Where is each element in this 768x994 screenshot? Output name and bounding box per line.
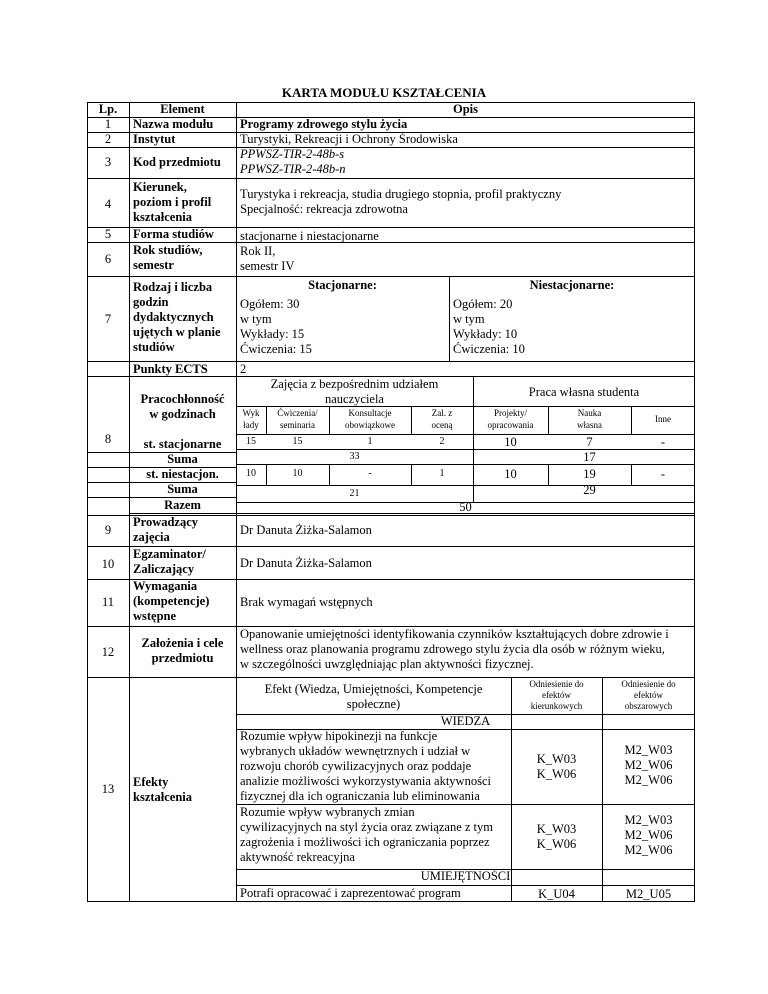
course-code-part-time: PPWSZ-TIR-2-48b-n	[240, 162, 346, 176]
full-time-total: Ogółem: 30	[240, 297, 300, 311]
col-header: Zal. z	[431, 408, 453, 418]
row-number: 10	[101, 557, 115, 571]
row-label: Rodzaj i liczba	[133, 280, 213, 294]
row-number: 7	[104, 312, 112, 326]
col-header: oceną	[431, 420, 453, 430]
effect-line: aktywność rekreacyjna	[240, 850, 355, 864]
row-number: 1	[104, 117, 112, 131]
row-label: Suma	[167, 482, 198, 496]
direction-ref-header: efektów	[542, 690, 571, 700]
grid-line	[87, 178, 695, 179]
row-label: Suma	[167, 452, 198, 466]
row-number: 3	[104, 155, 112, 169]
grid-line	[87, 276, 695, 277]
col-header: łady	[243, 420, 259, 430]
row-number: 9	[104, 523, 112, 537]
area-ref: M2_W03	[624, 743, 673, 757]
module-card-table	[87, 102, 695, 902]
part-time-total: Ogółem: 20	[453, 297, 513, 311]
row-number: 5	[104, 227, 112, 241]
row-label: Zaliczający	[133, 562, 195, 576]
direction-ref: K_U04	[538, 887, 575, 901]
row-number: 8	[104, 432, 112, 446]
row-label: poziom i profil	[133, 195, 212, 209]
col-header: opracowania	[487, 420, 534, 430]
effect-line: wybranych układów wewnętrznych i udział w	[240, 744, 471, 758]
row-label: Prowadzący	[133, 515, 199, 529]
area-ref: M2_W06	[624, 843, 673, 857]
module-name: Programy zdrowego stylu życia	[240, 117, 408, 131]
row-label: Nazwa modułu	[133, 117, 214, 131]
row-label: kształcenia	[133, 210, 193, 224]
row-label: zajęcia	[133, 530, 170, 544]
part-time-hours: 1	[439, 468, 445, 479]
full-time-hours: -	[660, 435, 666, 449]
row-label: ujętych w planie	[133, 325, 221, 339]
full-time-hours: 7	[586, 435, 593, 449]
col-header: Inne	[655, 414, 671, 424]
full-time-heading: Stacjonarne:	[308, 278, 377, 292]
part-time-direct-sum: 21	[349, 488, 360, 499]
row-number: 6	[104, 252, 112, 266]
year-value: Rok II,	[240, 244, 276, 258]
ects-value: 2	[240, 362, 247, 376]
field-of-study: Turystyka i rekreacja, studia drugiego stopnia, profil praktyczny	[240, 187, 562, 201]
part-time-lectures: Wykłady: 10	[453, 327, 518, 341]
row-label: Egzaminator/	[133, 547, 206, 561]
row-label: Punkty ECTS	[133, 362, 208, 376]
row-label: Razem	[164, 498, 201, 512]
row-label: Forma studiów	[133, 227, 214, 241]
row-label: studiów	[133, 340, 175, 354]
part-time-hours: 10	[292, 468, 303, 479]
header-element: Element	[160, 102, 205, 116]
effect-column-header: społeczne)	[346, 697, 401, 711]
skills-section-heading: UMIEJĘTNOŚCI	[420, 869, 511, 883]
full-time-hours: 1	[367, 436, 373, 447]
row-label: przedmiotu	[151, 651, 214, 665]
row-label: godzin	[133, 295, 169, 309]
objectives-line: wellness oraz planowania programu zdrowego stylu życia dla osób w różnym wieku,	[240, 642, 665, 656]
prerequisites-value: Brak wymagań wstępnych	[240, 595, 373, 609]
row-label: semestr	[133, 258, 174, 272]
part-time-exercises: Ćwiczenia: 10	[453, 342, 525, 356]
header-opis: Opis	[452, 102, 478, 116]
full-time-exercises: Ćwiczenia: 15	[240, 342, 312, 356]
row-label: Instytut	[133, 132, 176, 146]
area-ref: M2_W03	[624, 813, 673, 827]
col-header: seminaria	[280, 420, 315, 430]
part-time-hours: 19	[583, 467, 596, 481]
grid-line	[87, 147, 695, 148]
row-number: 13	[101, 782, 115, 796]
col-header: obowiązkowe	[345, 420, 395, 430]
col-header: Nauka	[577, 408, 602, 418]
specialty: Specjalność: rekreacja zdrowotna	[240, 202, 408, 216]
row-label: st. stacjonarne	[143, 437, 222, 451]
direction-ref: K_W03	[536, 822, 577, 836]
semester-value: semestr IV	[240, 259, 295, 273]
row-label: Kod przedmiotu	[133, 155, 221, 169]
row-label: Założenia i cele	[141, 636, 224, 650]
knowledge-section-heading: WIEDZA	[440, 714, 491, 728]
full-time-lectures: Wykłady: 15	[240, 327, 305, 341]
direction-ref: K_W06	[536, 837, 577, 851]
col-header: Ćwiczenia/	[277, 408, 318, 418]
header-lp: Lp.	[98, 102, 118, 116]
area-ref: M2_W06	[624, 758, 673, 772]
row-label: wstępne	[133, 609, 177, 623]
full-time-hours: 15	[292, 436, 303, 447]
area-ref-header: Odniesienie do	[621, 679, 676, 689]
objectives-line: Opanowanie umiejętności identyfikowania czynników kształtujących dobre zdrowie i	[240, 627, 669, 641]
effect-line: rozwoju chorób cywilizacyjnych oraz poddaje	[240, 759, 472, 773]
row-label: (kompetencje)	[133, 594, 210, 608]
effect-line: analizie możliwości wykorzystywania aktywności	[240, 774, 491, 788]
full-time-direct-sum: 33	[349, 451, 360, 462]
part-time-hours: 10	[246, 468, 256, 479]
row-number: 2	[104, 132, 112, 146]
part-time-hours: -	[368, 468, 372, 479]
grid-line	[87, 677, 695, 678]
objectives-line: w szczególności uwzględniając plan aktywności fizycznej.	[240, 657, 534, 671]
effect-line: Rozumie wpływ wybranych zmian	[240, 805, 415, 819]
direct-contact-heading: nauczyciela	[325, 392, 384, 406]
own-work-heading: Praca własna studenta	[528, 385, 640, 399]
row-label: kształcenia	[133, 790, 193, 804]
row-label: Efekty	[133, 775, 169, 789]
row-label: Kierunek,	[133, 180, 187, 194]
part-time-own-sum: 29	[583, 483, 596, 497]
direction-ref: K_W03	[536, 752, 577, 766]
part-time-hours: -	[660, 467, 666, 481]
row-number: 4	[104, 197, 112, 211]
part-time-line: w tym	[453, 312, 485, 326]
direction-ref: K_W06	[536, 767, 577, 781]
area-ref: M2_W06	[624, 773, 673, 787]
full-time-own-sum: 17	[583, 450, 596, 464]
row-label: w godzinach	[149, 407, 216, 421]
study-form: stacjonarne i niestacjonarne	[240, 229, 379, 243]
full-time-hours: 2	[439, 436, 445, 447]
row-number: 11	[101, 595, 115, 609]
full-time-line: w tym	[240, 312, 272, 326]
full-time-hours: 10	[504, 435, 517, 449]
row-label: dydaktycznych	[133, 310, 214, 324]
row-label: Pracochłonność	[140, 392, 225, 406]
row-label: Rok studiów,	[133, 243, 203, 257]
area-ref: M2_W06	[624, 828, 673, 842]
effect-line: Rozumie wpływ hipokinezji na funkcje	[240, 729, 438, 743]
effect-line: zagrożenia i możliwości ich ograniczania poprzez	[240, 835, 490, 849]
direct-contact-heading: Zajęcia z bezpośrednim udziałem	[270, 377, 439, 391]
total-hours: 50	[459, 500, 472, 514]
effect-column-header: Efekt (Wiedza, Umiejętności, Kompetencje	[264, 682, 483, 696]
area-ref: M2_U05	[625, 887, 672, 901]
effect-line: cywilizacyjnych na styl życia oraz związane z tym	[240, 820, 494, 834]
examiner-name: Dr Danuta Żiżka-Salamon	[240, 556, 372, 570]
row-label: st. niestacjon.	[146, 467, 219, 481]
col-header: Projekty/	[494, 408, 527, 418]
col-header: własna	[577, 420, 602, 430]
course-code-full-time: PPWSZ-TIR-2-48b-s	[240, 147, 345, 161]
direction-ref-header: Odniesienie do	[529, 679, 584, 689]
direction-ref-header: kierunkowych	[530, 701, 583, 711]
part-time-hours: 10	[504, 467, 517, 481]
row-label: Wymagania	[133, 579, 198, 593]
institute-value: Turystyki, Rekreacji i Ochrony Środowiska	[240, 132, 458, 146]
col-header: Konsultacje	[348, 408, 392, 418]
area-ref-header: efektów	[634, 690, 663, 700]
page-title: KARTA MODUŁU KSZTAŁCENIA	[281, 85, 487, 100]
col-header: Wyk	[242, 408, 260, 418]
effect-line: fizycznej dla ich ograniczania lub eliminowania	[240, 789, 480, 803]
effect-line: Potrafi opracować i zaprezentować program	[240, 886, 461, 900]
part-time-heading: Niestacjonarne:	[529, 278, 615, 292]
row-number: 12	[101, 645, 115, 659]
lecturer-name: Dr Danuta Żiżka-Salamon	[240, 523, 372, 537]
full-time-hours: 15	[246, 436, 256, 447]
area-ref-header: obszarowych	[624, 701, 673, 711]
